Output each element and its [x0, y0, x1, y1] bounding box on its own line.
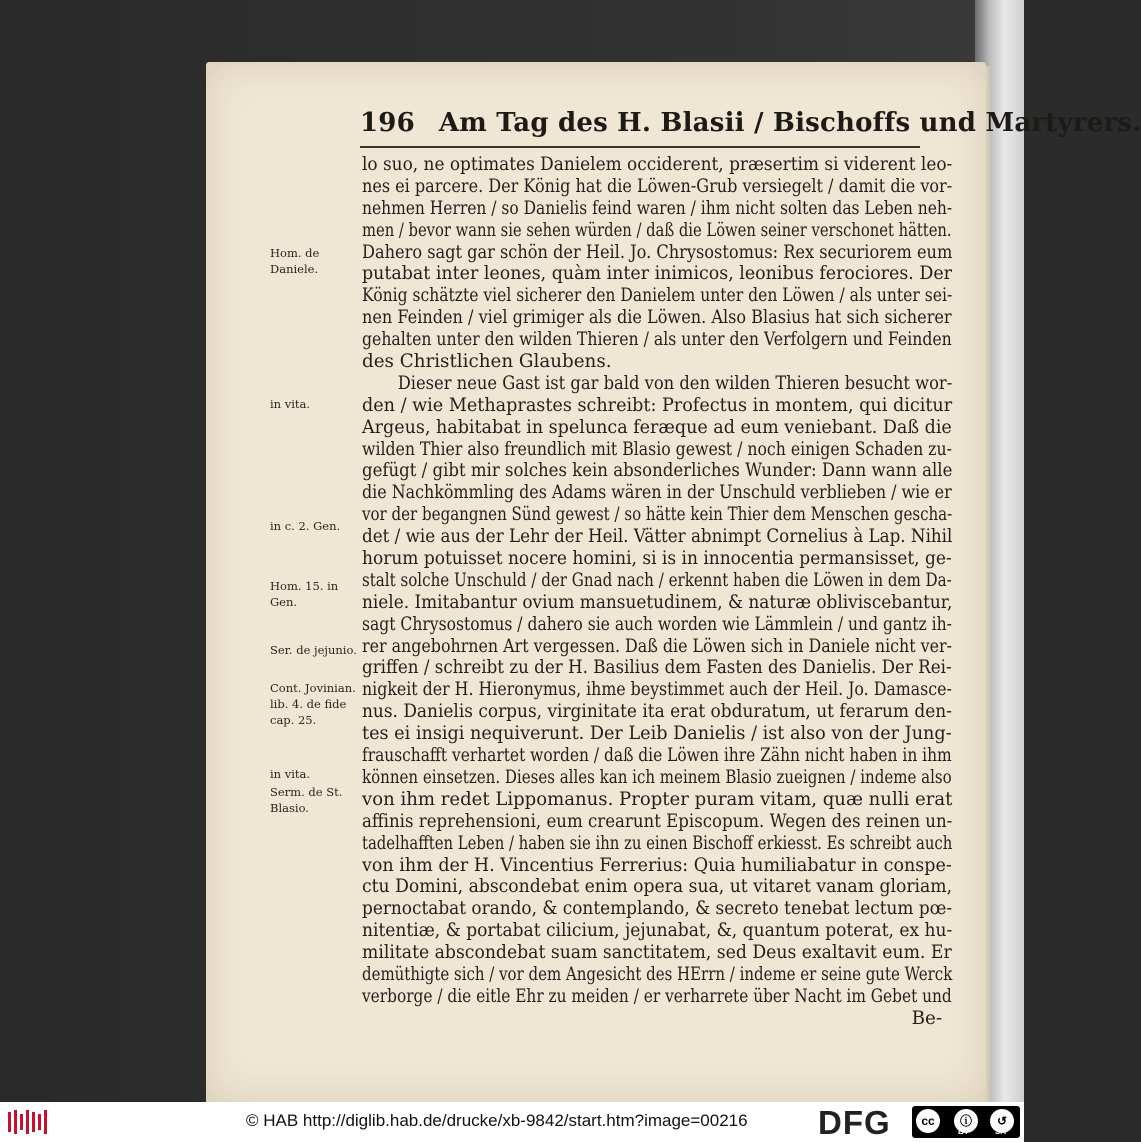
text-line: demüthigte sich / vor dem Angesicht des HErrn / indeme er seine gute Werck: [362, 963, 953, 985]
text-line: nitentiæ, & portabat cilicium, jejunabat, &, quantum poterat, ex hu-: [362, 920, 953, 942]
header-rule: [360, 146, 920, 148]
text-line: affinis reprehensioni, eum crearunt Episcopum. Wegen des reinen un-: [362, 810, 953, 832]
margin-note: in vita.: [270, 397, 311, 411]
sa-label: SA: [995, 1127, 1007, 1136]
text-line: Be-: [911, 1007, 942, 1029]
text-line: des Christlichen Glaubens.: [362, 351, 612, 373]
text-line: König schätzte viel sicherer den Danielem unter den Löwen / als unter sei-: [362, 285, 953, 307]
text-line: lo suo, ne optimates Danielem occiderent, præsertim si viderent leo-: [362, 154, 953, 175]
text-line: frauschafft verhartet worden / daß die Löwen ihre Zähn nicht haben in ihm: [362, 745, 952, 767]
margin-note: Hom. de Daniele.: [270, 246, 320, 276]
text-line: horum potuisset nocere homini, si is in innocentia permansisset, ge-: [362, 548, 952, 570]
text-line: nes ei parcere. Der König hat die Löwen-Grub versiegelt / damit die vor-: [362, 175, 953, 197]
margin-note: in c. 2. Gen.: [270, 519, 341, 533]
text-line: Dieser neue Gast ist gar bald von den wilden Thieren besucht wor-: [397, 372, 953, 394]
page-header: [360, 108, 1141, 144]
text-line: Dahero sagt gar schön der Heil. Jo. Chrysostomus: Rex securiorem eum: [362, 241, 953, 263]
text-line: vor der begangnen Sünd gewest / so hätte kein Thier dem Menschen gescha-: [362, 504, 953, 526]
cc-icon: cc: [916, 1109, 940, 1133]
text-line: können einsetzen. Dieses alles kan ich meinem Blasio zueignen / indeme also: [362, 766, 952, 788]
hab-logo-icon: [6, 1108, 48, 1136]
text-line: niele. Imitabantur ovium mansuetudinem, & naturæ obliviscebantur,: [362, 591, 953, 613]
text-line: tes ei insigi nequiverunt. Der Leib Danielis / ist also von der Jung-: [362, 723, 952, 745]
text-line: nigkeit der H. Hieronymus, ihme beystimmet auch der Heil. Jo. Damasce-: [362, 679, 952, 701]
margin-note: Ser. de jejunio.: [270, 643, 357, 657]
text-line: tadelhafften Leben / haben sie ihn zu einen Bischoff erkiesst. Es schreibt auch: [362, 832, 953, 854]
margin-note: in vita.: [270, 767, 311, 781]
margin-note: Serm. de St. Blasio.: [270, 785, 343, 815]
body-text: [362, 154, 952, 1030]
text-line: die Nachkömmling des Adams wären in der Unschuld verblieben / wie er: [362, 482, 952, 504]
running-title: Am Tag des H. Blasii / Bischoffs und Martyrers.: [438, 108, 1141, 138]
text-line: verborge / die eitle Ehr zu meiden / er verharrete über Nacht im Gebet und: [362, 985, 952, 1007]
copyright-link[interactable]: © HAB http://diglib.hab.de/drucke/xb-9842/start.htm?image=00216: [246, 1111, 748, 1130]
text-line: stalt solche Unschuld / der Gnad nach / erkennt haben die Löwen in dem Da-: [362, 569, 952, 591]
text-line: gehalten unter den wilden Thieren / als unter den Verfolgern und Feinden: [362, 329, 952, 351]
margin-note: Cont. Jovinian. lib. 4. de fide cap. 25.: [270, 681, 356, 727]
page-number: 196: [360, 108, 415, 138]
by-label: BY: [958, 1127, 970, 1136]
by-icon: ⓘ: [954, 1109, 978, 1133]
text-line: von ihm der H. Vincentius Ferrerius: Quia humiliabatur in conspe-: [362, 854, 952, 876]
text-line: nehmen Herren / so Danielis feind waren / ihm nicht solten das Leben neh-: [362, 197, 953, 219]
footer-bar: [0, 1102, 1024, 1142]
text-line: ctu Domini, abscondebat enim opera sua, ut vitaret vanam gloriam,: [362, 876, 953, 898]
creative-commons-badge[interactable]: [912, 1106, 1020, 1138]
text-line: det / wie aus der Lehr der Heil. Vätter abnimpt Cornelius à Lap. Nihil: [362, 526, 953, 548]
dfg-logo: DFG: [818, 1104, 891, 1141]
text-line: gefügt / gibt mir solches kein absonderliches Wunder: Dann wann alle: [362, 460, 953, 482]
text-line: den / wie Methaprastes schreibt: Profectus in montem, qui dicitur: [362, 394, 953, 416]
text-line: men / bevor wann sie sehen würden / daß die Löwen seiner verschonet hätten.: [362, 219, 952, 241]
text-line: Argeus, habitabat in spelunca feræque ad eum veniebant. Daß die: [362, 416, 952, 438]
text-line: von ihm redet Lippomanus. Propter puram vitam, quæ nulli erat: [362, 788, 953, 810]
sa-icon: ↺: [990, 1109, 1014, 1133]
text-line: nen Feinden / viel grimiger als die Löwen. Also Blasius hat sich sicherer: [362, 307, 952, 329]
text-line: griffen / schreibt zu der H. Basilius dem Fasten des Danielis. Der Rei-: [362, 657, 952, 679]
text-line: wilden Thier also freundlich mit Blasio gewest / noch einigen Schaden zu-: [362, 438, 952, 460]
text-line: sagt Chrysostomus / dahero sie auch worden wie Lämmlein / und gantz ih-: [362, 613, 952, 635]
text-line: rer angebohrnen Art vergessen. Daß die Löwen sich in Daniele nicht ver-: [362, 635, 952, 657]
text-line: nus. Danielis corpus, virginitate ita erat obduratum, ut ferarum den-: [362, 701, 952, 723]
text-line: militate abscondebat suam sanctitatem, sed Deus exaltavit eum. Er: [362, 942, 952, 964]
text-line: pernoctabat orando, & contemplando, & secreto tenebat lectum pœ-: [362, 898, 953, 920]
margin-note: Hom. 15. in Gen.: [270, 579, 339, 609]
text-line: putabat inter leones, quàm inter inimicos, leonibus ferociores. Der: [362, 263, 953, 285]
